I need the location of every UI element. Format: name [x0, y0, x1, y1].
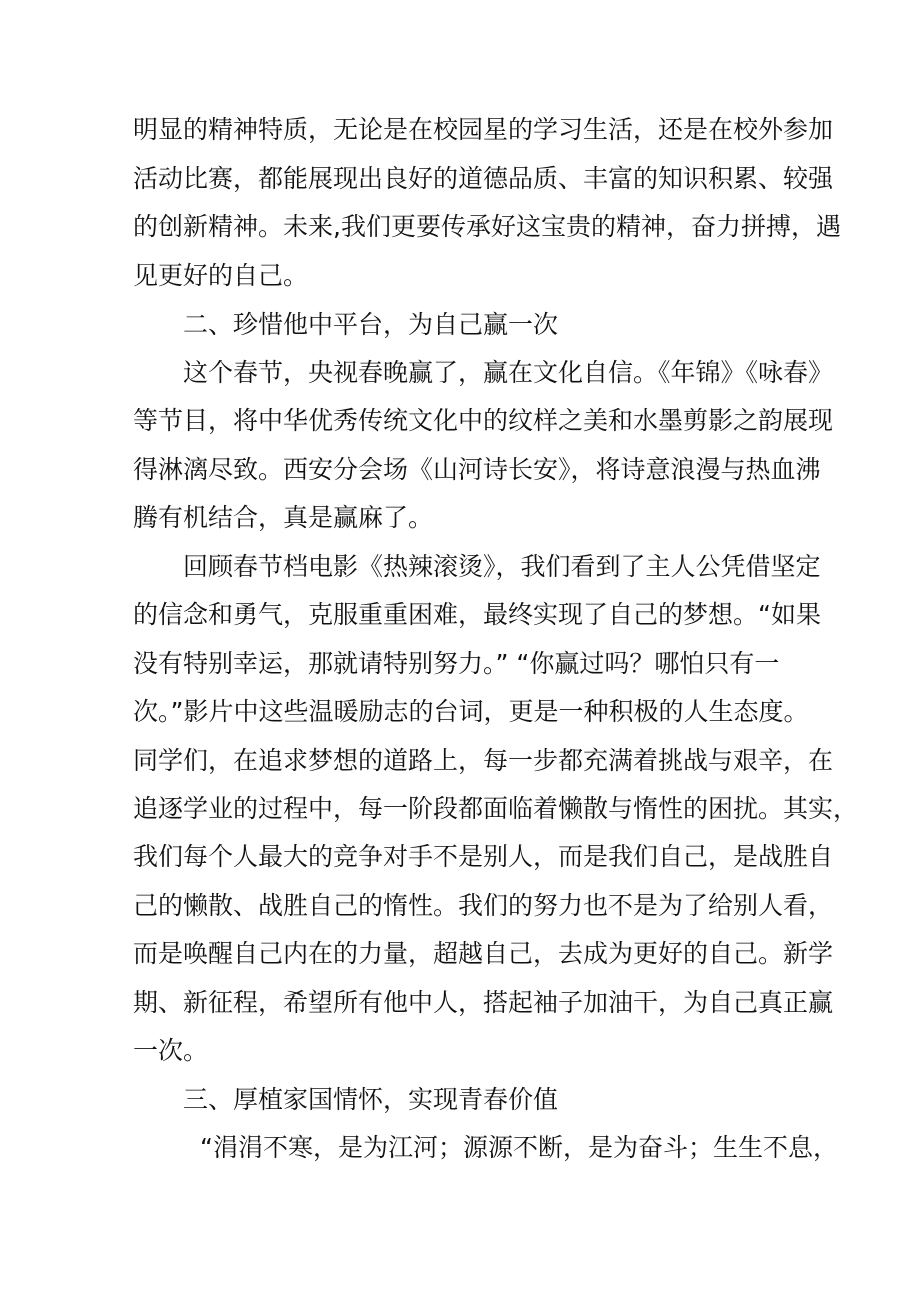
body-text-line: 这个春节，央视春晚赢了，赢在文化自信。《年锦》《咏春》: [183, 358, 834, 387]
body-text-line: “涓涓不寒，是为江河；源源不断，是为奋斗；生生不息，: [200, 1133, 838, 1162]
body-text-line: 见更好的自己。: [133, 261, 309, 290]
section-heading: 三、厚植家国情怀，实现青春价值: [183, 1085, 559, 1114]
body-text-line: 而是唤醒自己内在的力量，超越自己，去成为更好的自己。新学: [133, 939, 834, 968]
body-text-line: 期、新征程，希望所有他中人，搭起袖子加油干，为自己真正赢: [133, 988, 834, 1017]
body-text-line: 次。”影片中这些温暖励志的台词，更是一种积极的人生态度。: [133, 697, 809, 726]
body-text-line: 明显的精神特质，无论是在校园星的学习生活，还是在校外参加: [133, 115, 834, 144]
body-text-line: 一次。: [133, 1036, 209, 1065]
body-text-line: 得淋漓尽致。西安分会场《山河诗长安》，将诗意浪漫与热血沸: [133, 455, 821, 484]
body-text-line: 腾有机结合，真是赢麻了。: [133, 503, 434, 532]
body-text-line: 己的懒散、战胜自己的惰性。我们的努力也不是为了给别人看，: [133, 891, 834, 920]
section-heading: 二、珍惜他中平台，为自己赢一次: [183, 310, 559, 339]
body-text-line: 的信念和勇气，克服重重困难，最终实现了自己的梦想。“如果: [133, 600, 821, 629]
body-text-line: 等节目，将中华优秀传统文化中的纹样之美和水墨剪影之韵展现: [133, 406, 834, 435]
body-text-line: 回顾春节档电影《热辣滚烫》，我们看到了主人公凭借坚定: [183, 552, 821, 581]
body-text-line: 的创新精神。未来,我们更要传承好这宝贵的精神，奋力拼搏，遇: [133, 212, 841, 241]
body-text-line: 追逐学业的过程中，每一阶段都面临着懒散与惰性的困扰。其实，: [133, 794, 859, 823]
body-text-line: 我们每个人最大的竞争对手不是别人，而是我们自己，是战胜自: [133, 842, 834, 871]
body-text-line: 没有特别幸运，那就请特别努力。” “你赢过吗？哪怕只有一: [133, 649, 780, 678]
body-text-line: 同学们，在追求梦想的道路上，每一步都充满着挑战与艰辛，在: [133, 746, 834, 775]
body-text-line: 活动比赛，都能展现出良好的道德品质、丰富的知识积累、较强: [133, 164, 834, 193]
